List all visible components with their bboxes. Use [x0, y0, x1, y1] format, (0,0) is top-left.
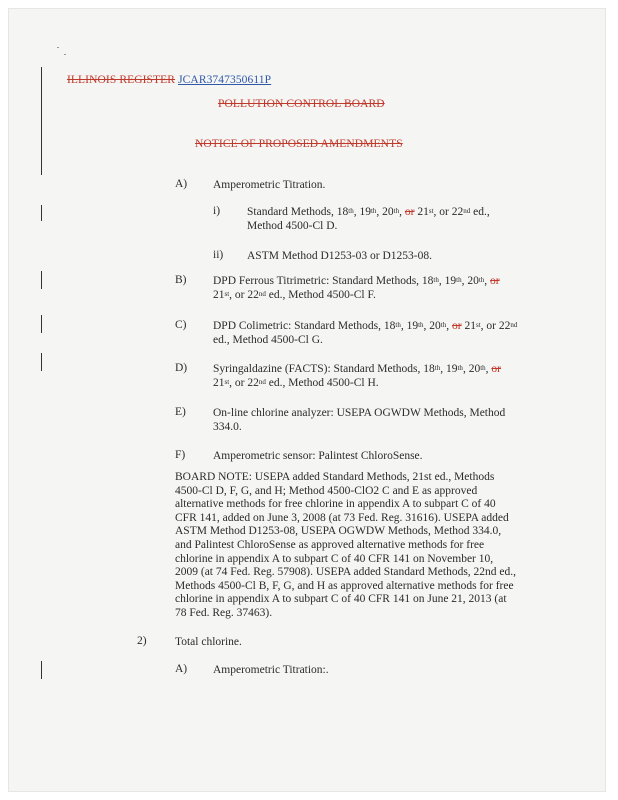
item-text: On-line chlorine analyzer: USEPA OGWDW Methods, Method 334.0.	[213, 407, 506, 434]
inserted-register-code: JCAR3747350611P	[178, 74, 272, 86]
subitem-label: ii)	[213, 249, 224, 261]
deleted-word: or	[404, 206, 415, 218]
item-text: Amperometric Titration.	[213, 179, 326, 191]
struck-register-title: ILLINOIS REGISTER	[67, 74, 176, 86]
item-text: DPD Colimetric: Standard Methods, 18th, 19th, 20th, or 21st, or 22nd ed., Method 4500-Cl G.	[213, 320, 518, 347]
item-text: Amperometric sensor: Palintest ChloroSense.	[213, 450, 423, 462]
section-label: 2)	[137, 635, 147, 647]
scan-speck	[57, 47, 59, 48]
subitem-label: i)	[213, 205, 221, 217]
item-label: B)	[175, 274, 187, 286]
change-bar	[41, 661, 42, 679]
scan-speck	[64, 54, 66, 55]
item-text: Amperometric Titration:.	[213, 664, 329, 676]
deleted-word: or	[490, 275, 500, 287]
change-bar	[41, 67, 42, 175]
change-bar	[41, 205, 42, 221]
change-bar	[41, 271, 42, 289]
item-label: D)	[175, 362, 188, 374]
register-header	[67, 74, 271, 86]
deleted-word: or	[491, 363, 501, 375]
item-label: A)	[175, 178, 188, 190]
deleted-word: or	[452, 320, 462, 332]
change-bar	[41, 315, 42, 333]
document-page	[8, 8, 606, 792]
item-label: F)	[175, 449, 186, 461]
notice-title: NOTICE OF PROPOSED AMENDMENTS	[195, 138, 403, 150]
subitem-text: Standard Methods, 18th, 19th, 20th, or 21st, or 22nd ed., Method 4500-Cl D.	[247, 206, 490, 233]
item-text: Syringaldazine (FACTS): Standard Methods, 18th, 19th, 20th, or 21st, or 22nd ed., Method 4500-Cl H.	[213, 363, 501, 390]
subitem-text: ASTM Method D1253-03 or D1253-08.	[247, 250, 432, 262]
item-text: DPD Ferrous Titrimetric: Standard Methods, 18th, 19th, 20th, or 21st, or 22nd ed., Method 4500-Cl F.	[213, 275, 500, 302]
change-bar	[41, 353, 42, 371]
section-text: Total chlorine.	[175, 636, 242, 648]
item-label: A)	[175, 663, 188, 675]
board-note: BOARD NOTE: USEPA added Standard Methods, 21st ed., Methods 4500-Cl D, F, G, and H; Method 4500-ClO2 C and E as approved alternative methods for free chlorine in appendix A to subpart C of 40 CFR 141, added on June 3, 2008 (at 73 Fed. Reg. 31616). USEPA added ASTM Method D1253-08, USEPA OGWDW Methods, Method 334.0, and Palintest ChloroSense as approved alternative methods for free chlorine in appendix A to subpart C of 40 CFR 141 on November 10, 2009 (at 74 Fed. Reg. 57908). USEPA added Standard Methods, 22nd ed., Methods 4500-Cl B, F, G, and H as approved alternative methods for free chlorine in appendix A to subpart C of 40 CFR 141 on June 21, 2013 (at 78 Fed. Reg. 37463).	[175, 471, 517, 619]
item-label: E)	[175, 406, 186, 418]
item-label: C)	[175, 319, 187, 331]
board-title: POLLUTION CONTROL BOARD	[218, 98, 385, 110]
